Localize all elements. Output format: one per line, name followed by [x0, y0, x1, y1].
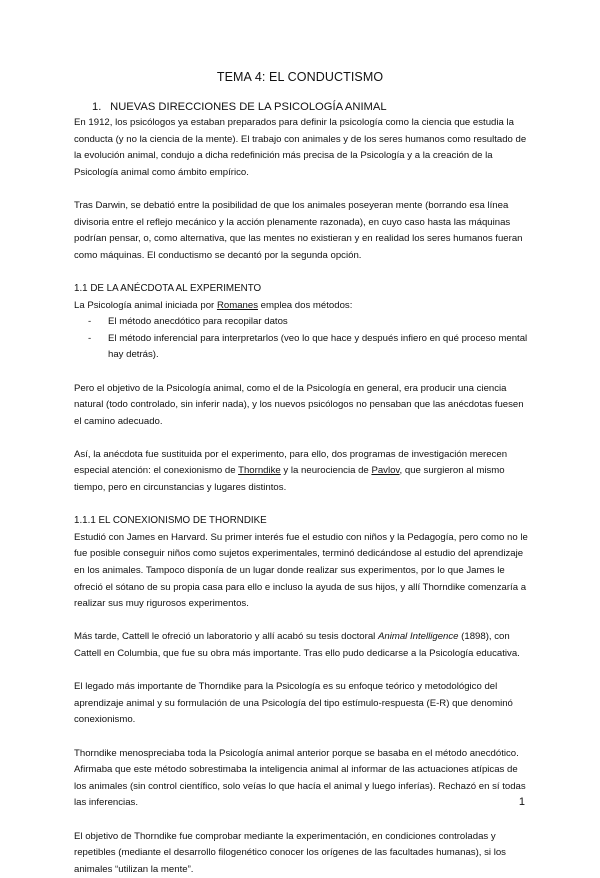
bullet-dash: -: [88, 332, 92, 344]
bullet-list: [74, 314, 530, 364]
paragraph: En 1912, los psicólogos ya estaban preparados para definir la psicología como la ciencia que estudia la conducta (y no la ciencia de la mente). El trabajo con animales y de los seres humanos como resultado de la evolución animal, condujo a dicha redefinición más precisa de la Psicología y a la creación de la Psicología animal como ámbito empírico.: [74, 117, 527, 178]
paragraph: El legado más importante de Thorndike para la Psicología es su enfoque teórico y metodológico del aprendizaje animal y su formulación de una Psicología del tipo estímulo-respuesta (E-R) que denominó conexionismo.: [74, 681, 513, 726]
paragraph: Más tarde, Cattell le ofreció un laboratorio y allí acabó su tesis doctoral Animal Intelligence (1898), con Cattell en Columbia, que fue su obra más importante. Tras ello pudo dedicarse a la Psicología educativa.: [74, 631, 520, 659]
reference-link[interactable]: Romanes: [216, 299, 258, 311]
paragraph: Así, la anécdota fue sustituida por el experimento, para ello, dos programas de investigación merecen especial atención: el conexionismo de Thorndike y la neurociencia de Pavlov, que surgieron al mismo tiempo, pero en circunstancias y lugares distintos.: [74, 448, 508, 494]
paragraph: La Psicología animal iniciada por Romanes emplea dos métodos:: [74, 299, 353, 311]
paragraph: Tras Darwin, se debatió entre la posibilidad de que los animales poseyeran mente (borrando esa línea divisoria entre el reflejo mecánico y la acción plenamente razonada), en cuyo caso hasta las máquinas podrían pensar, o, como alternativa, que las mentes no existieran y en realidad los seres humanos fueran como máquinas. El conductismo se decantó por la segunda opción.: [74, 199, 523, 261]
paragraph: Thorndike menospreciaba toda la Psicología animal anterior porque se basaba en el método anecdótico. Afirmaba que este método sobrestimaba la inteligencia animal al informar de las actuaciones atípicas de los animales (sin control científico, solo veías lo que hacía el animal y luego inferías). Rechazó en sí todas las inferencias.: [74, 747, 526, 809]
list-item: - El método inferencial para interpretarlos (veo lo que hace y después infiero en qué proceso mental hay detrás).: [88, 332, 528, 361]
section-title: NUEVAS DIRECCIONES DE LA PSICOLOGÍA ANIMAL: [110, 101, 387, 113]
paragraph: Pero el objetivo de la Psicología animal, como el de la Psicología en general, era producir una ciencia natural (todo controlado, sin inferir nada), y los nuevos psicólogos no pensaban que las anécdotas fuesen el camino adecuado.: [74, 382, 524, 427]
reference-link[interactable]: Thorndike: [238, 465, 281, 477]
document-body: [74, 99, 530, 878]
reference-link[interactable]: Pavlov: [371, 465, 400, 477]
list-item: - El método anecdótico para recopilar datos: [74, 314, 530, 331]
section-number: 1.: [92, 101, 102, 113]
paragraph: Estudió con James en Harvard. Su primer interés fue el estudio con niños y la Pedagogía, pero como no le fue posible conseguir niños como sujetos experimentales, terminó dedicándose al estudio del aprendizaje en los animales. Tampoco disponía de un lugar donde realizar sus experimentos, por lo que James le ofreció el sótano de su propia casa para ello e incluso la ayuda de sus hijos, y allí Thorndike comenzaría a realizar sus muy rigurosos experimentos.: [74, 531, 528, 610]
document-title: TEMA 4: EL CONDUCTISMO: [216, 70, 384, 84]
subsection-heading: 1.1 DE LA ANÉCDOTA AL EXPERIMENTO: [74, 282, 262, 294]
paragraph: El objetivo de Thorndike fue comprobar mediante la experimentación, en condiciones controladas y repetibles (mediante el desarrollo filogenético conocer los orígenes de las facultades humanas), si los animales “utilizan la mente”.: [74, 830, 506, 875]
section-heading: [92, 99, 530, 115]
page-number: 1: [518, 796, 525, 808]
subsection-heading: 1.1.1 EL CONEXIONISMO DE THORNDIKE: [74, 515, 267, 527]
book-title: Animal Intelligence: [377, 631, 459, 643]
bullet-dash: -: [88, 316, 92, 328]
